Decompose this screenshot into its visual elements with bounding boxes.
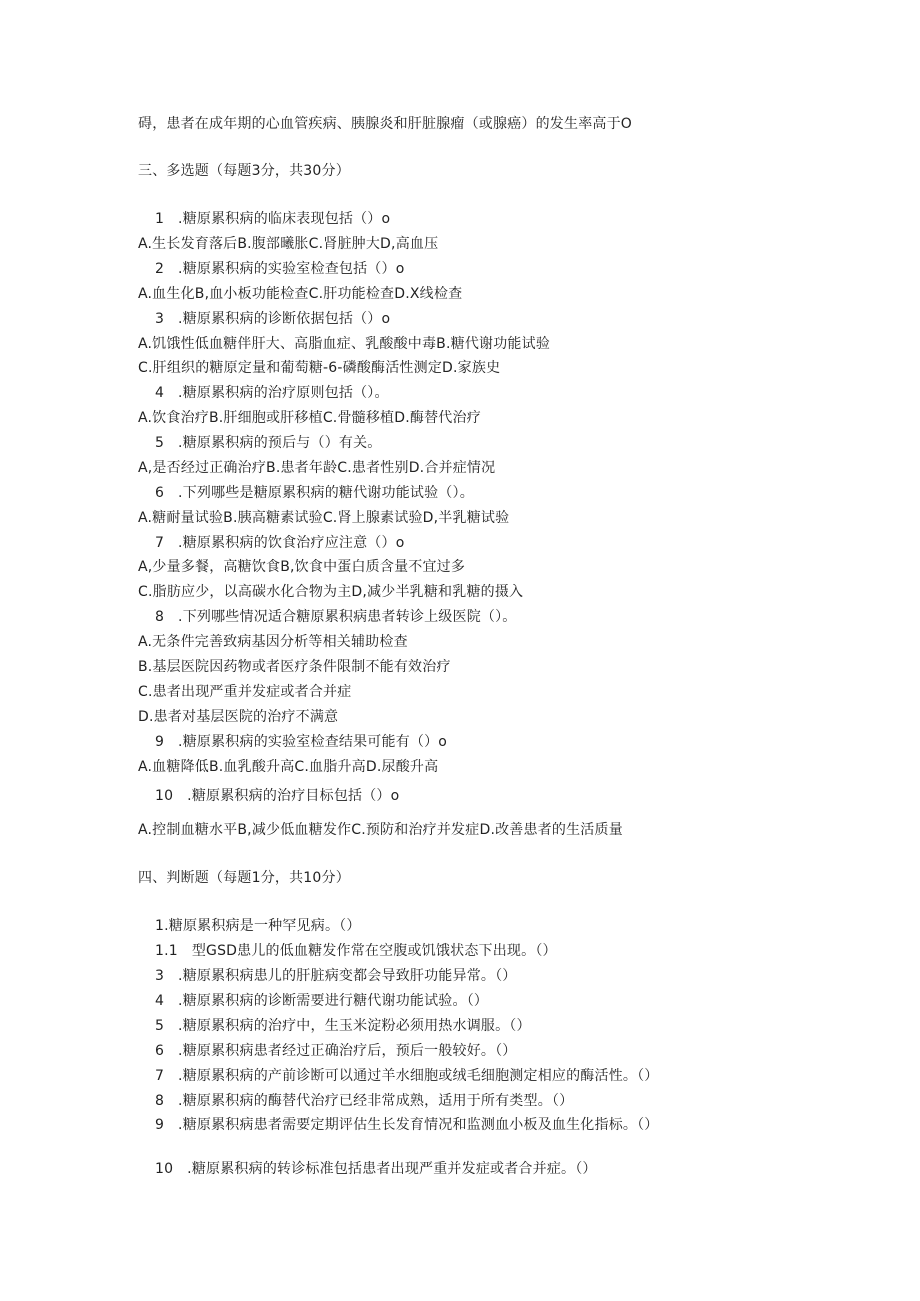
option-line: A.糖耐量试验B.胰高糖素试验C.肾上腺素试验D,半乳糖试验 [138,510,510,526]
option-line: A.血生化B,血小板功能检查C.肝功能检查D.X线检查 [138,286,463,302]
question-line: 2 .糖原累积病的实验室检查包括（）o [155,261,405,277]
option-line: A,少量多餐，高糖饮食B,饮食中蛋白质含量不宜过多 [138,559,466,575]
question-line: 10 .糖原累积病的治疗目标包括（）o [155,788,400,804]
question-line: 1 .糖原累积病的临床表现包括（）o [155,211,391,227]
question-line: 7 .糖原累积病的饮食治疗应注意（）o [155,535,405,551]
true-false-item: 10 .糖原累积病的转诊标准包括患者出现严重并发症或者合并症。（） [155,1161,597,1177]
true-false-item: 9 .糖原累积病患者需要定期评估生长发育情况和监测血小板及血生化指标。（） [155,1117,659,1133]
question-line: 9 .糖原累积病的实验室检查结果可能有（）o [155,734,448,750]
true-false-item: 6 .糖原累积病患者经过正确治疗后，预后一般较好。（） [155,1043,517,1059]
question-line: 3 .糖原累积病的诊断依据包括（）o [155,311,391,327]
option-line: A.控制血糖水平B,减少低血糖发作C.预防和治疗并发症D.改善患者的生活质量 [138,822,623,838]
option-line: A.饥饿性低血糖伴肝大、高脂血症、乳酸酸中毒B.糖代谢功能试验 [138,336,551,352]
continuation-line: 碍，患者在成年期的心血管疾病、胰腺炎和肝脏腺瘤（或腺癌）的发生率高于O [138,116,633,132]
option-line: A.无条件完善致病基因分析等相关辅助检查 [138,634,408,650]
true-false-item: 7 .糖原累积病的产前诊断可以通过羊水细胞或绒毛细胞测定相应的酶活性。（） [155,1068,659,1084]
option-line: A.生长发育落后B.腹部曦胀C.肾脏肿大D,高血压 [138,236,439,252]
true-false-item: 1.糖原累积病是一种罕见病。（） [155,918,361,934]
option-line: C.肝组织的糖原定量和葡萄糖-6-磷酸酶活性测定D.家族史 [138,360,501,376]
true-false-item: 1.1 型GSD患儿的低血糖发作常在空腹或饥饿状态下出现。（） [155,943,557,959]
option-line: A.饮食治疗B.肝细胞或肝移植C.骨髓移植D.酶替代治疗 [138,410,481,426]
section-heading-multiple-choice: 三、多选题（每题3分，共30分） [138,163,350,179]
true-false-item: 3 .糖原累积病患儿的肝脏病变都会导致肝功能异常。（） [155,968,517,984]
question-line: 8 .下列哪些情况适合糖原累积病患者转诊上级医院（）。 [155,609,517,625]
option-line: D.患者对基层医院的治疗不满意 [138,709,339,725]
question-line: 6 .下列哪些是糖原累积病的糖代谢功能试验（）。 [155,485,474,501]
question-line: 4 .糖原累积病的治疗原则包括（）。 [155,385,389,401]
section-heading-true-false: 四、判断题（每题1分，共10分） [138,870,350,886]
option-line: C.脂肪应少，以高碳水化合物为主D,减少半乳糖和乳糖的摄入 [138,584,524,600]
true-false-item: 8 .糖原累积病的酶替代治疗已经非常成熟，适用于所有类型。（） [155,1093,574,1109]
option-line: C.患者出现严重并发症或者合并症 [138,684,352,700]
true-false-item: 5 .糖原累积病的治疗中，生玉米淀粉必须用热水调服。（） [155,1018,531,1034]
option-line: A.血糖降低B.血乳酸升高C.血脂升高D.尿酸升高 [138,759,439,775]
true-false-item: 4 .糖原累积病的诊断需要进行糖代谢功能试验。（） [155,993,489,1009]
question-line: 5 .糖原累积病的预后与（）有关。 [155,435,382,451]
option-line: A,是否经过正确治疗B.患者年龄C.患者性别D.合并症情况 [138,460,496,476]
option-line: B.基层医院因药物或者医疗条件限制不能有效治疗 [138,659,451,675]
